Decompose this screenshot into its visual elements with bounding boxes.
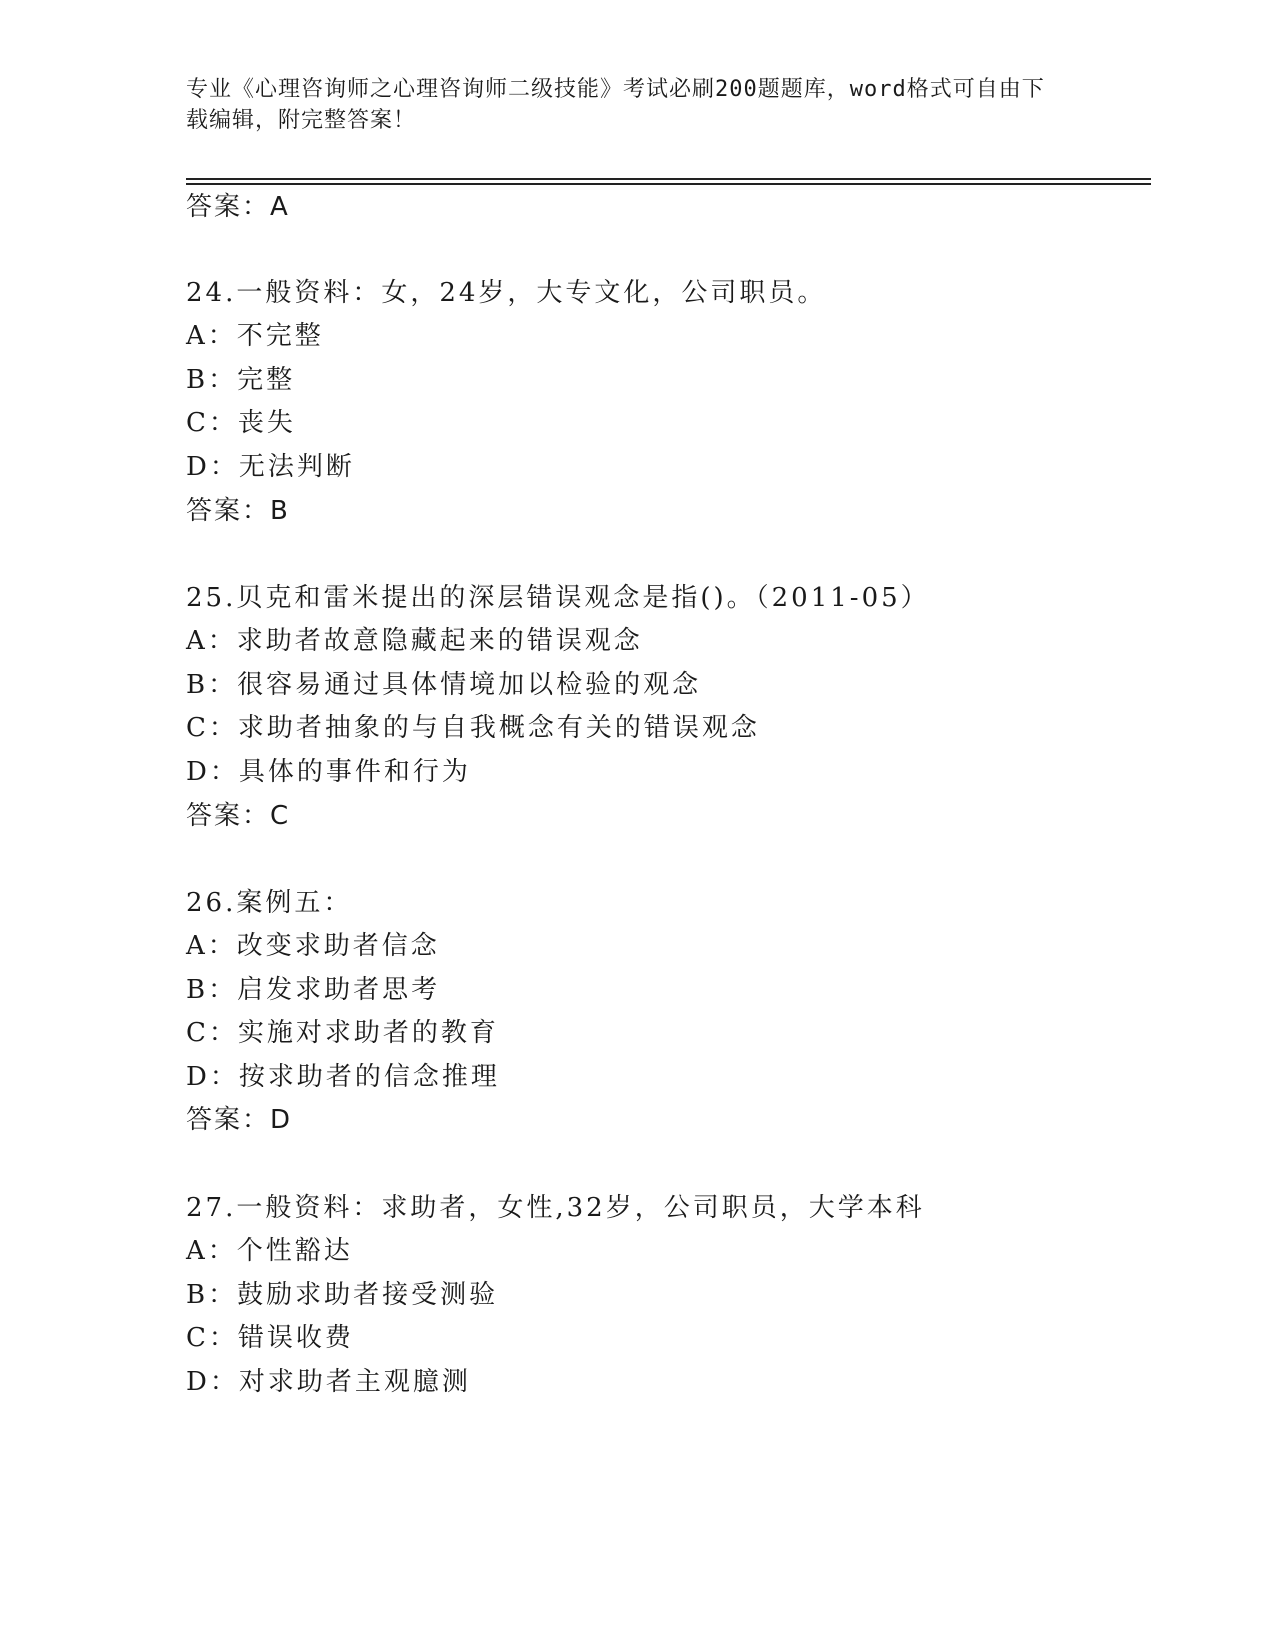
question-option: D：对求助者主观臆测: [186, 1367, 471, 1397]
question-option: B：鼓励求助者接受测验: [186, 1280, 499, 1310]
question-stem: 25.贝克和雷米提出的深层错误观念是指()。（2011-05）: [186, 583, 930, 613]
question-option: D：按求助者的信念推理: [186, 1062, 500, 1092]
question-option: B：完整: [186, 365, 296, 395]
document-header: 专业《心理咨询师之心理咨询师二级技能》考试必刷200题题库，word格式可自由下载编辑，附完整答案！: [186, 77, 1045, 133]
question-option: C：实施对求助者的教育: [186, 1018, 499, 1048]
question-option: D：具体的事件和行为: [186, 757, 471, 787]
answer-line: 答案：B: [186, 496, 290, 526]
question-option: A：个性豁达: [186, 1236, 353, 1266]
question-option: C：错误收费: [186, 1323, 354, 1353]
answer-line: 答案：A: [186, 192, 290, 222]
question-option: B：很容易通过具体情境加以检验的观念: [186, 670, 702, 700]
question-option: A：求助者故意隐藏起来的错误观念: [186, 626, 643, 656]
header-divider-line-secondary: [186, 183, 1151, 185]
header-divider-line: [186, 178, 1151, 180]
question-option: B：启发求助者思考: [186, 975, 441, 1005]
question-stem: 24.一般资料：女，24岁，大专文化，公司职员。: [186, 278, 827, 308]
question-option: A：改变求助者信念: [186, 931, 440, 961]
question-option: C：丧失: [186, 408, 296, 438]
answer-line: 答案：D: [186, 1105, 293, 1135]
question-option: D：无法判断: [186, 452, 355, 482]
question-stem: 26.案例五：: [186, 888, 353, 918]
question-option: A：不完整: [186, 321, 324, 351]
question-stem: 27.一般资料：求助者，女性,32岁，公司职员，大学本科: [186, 1193, 925, 1223]
answer-line: 答案：C: [186, 801, 291, 831]
question-option: C：求助者抽象的与自我概念有关的错误观念: [186, 713, 760, 743]
